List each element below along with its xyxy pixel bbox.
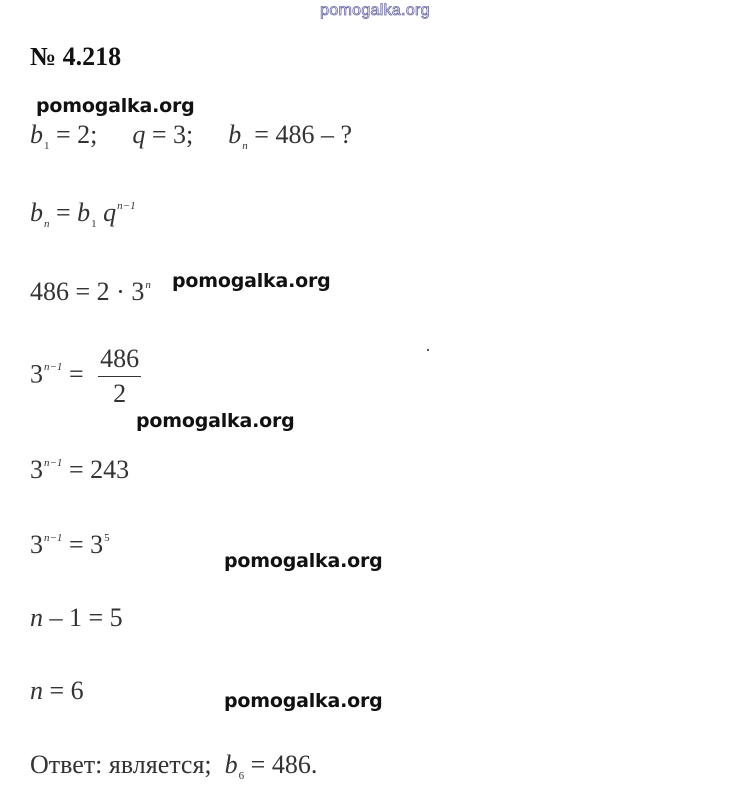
equals-power: = 3	[62, 530, 104, 559]
base: 3	[30, 455, 43, 484]
b1-symbol: b	[77, 198, 91, 227]
b1-value: = 2;	[49, 120, 98, 149]
watermark-4: pomogalka.org	[224, 550, 383, 572]
watermark-1: pomogalka.org	[36, 95, 195, 117]
given-line	[30, 120, 352, 152]
formula-line	[30, 198, 136, 230]
watermark-3: pomogalka.org	[136, 410, 295, 432]
q-exponent: n−1	[117, 200, 136, 212]
n-symbol: n	[30, 603, 43, 632]
n-value: = 6	[43, 676, 84, 705]
bn-symbol: b	[30, 198, 43, 227]
exponent: n−1	[44, 532, 63, 544]
equals: =	[49, 198, 78, 227]
exponent-5: 5	[104, 532, 110, 544]
bn-subscript: n	[44, 218, 50, 230]
denominator: 2	[113, 379, 127, 408]
numerator: 486	[98, 346, 141, 377]
stray-dot	[427, 349, 429, 351]
value: = 243	[62, 455, 130, 484]
watermark-2: pomogalka.org	[172, 270, 331, 292]
bn-symbol: b	[228, 120, 242, 149]
n-symbol: n	[30, 676, 43, 705]
fraction	[98, 346, 141, 407]
answer-line	[30, 750, 317, 782]
exponent: n−1	[44, 361, 63, 374]
base: 3	[30, 530, 43, 559]
q-symbol: q	[132, 120, 146, 149]
base: 3	[30, 359, 43, 389]
problem-title: № 4.218	[30, 42, 122, 71]
answer-value: = 486.	[244, 750, 318, 779]
q-value: = 3;	[145, 120, 194, 149]
b6-symbol: b	[224, 750, 238, 779]
equation-rest: – 1 = 5	[43, 603, 123, 632]
watermark-5: pomogalka.org	[224, 690, 383, 712]
substitution-line	[30, 277, 151, 307]
answer-label: Ответ: является;	[30, 750, 225, 779]
exponent: n	[145, 279, 151, 291]
n-result-line	[30, 676, 84, 706]
bn-subscript: n	[242, 140, 248, 152]
equals: =	[62, 359, 91, 389]
b6-subscript: 6	[238, 770, 245, 782]
power-equality-line	[30, 530, 110, 560]
bn-value: = 486 – ?	[247, 120, 352, 149]
q-symbol: q	[96, 198, 117, 227]
result-line-243	[30, 455, 129, 485]
b1-subscript: 1	[91, 218, 97, 230]
b1-subscript: 1	[44, 140, 50, 152]
exponent-equation-line	[30, 603, 123, 633]
exponent: n−1	[44, 457, 63, 469]
watermark-top: pomogalka.org	[320, 2, 430, 19]
b1-symbol: b	[30, 120, 43, 149]
fraction-line	[30, 346, 141, 407]
substitution-text: 486 = 2 · 3	[30, 277, 145, 306]
